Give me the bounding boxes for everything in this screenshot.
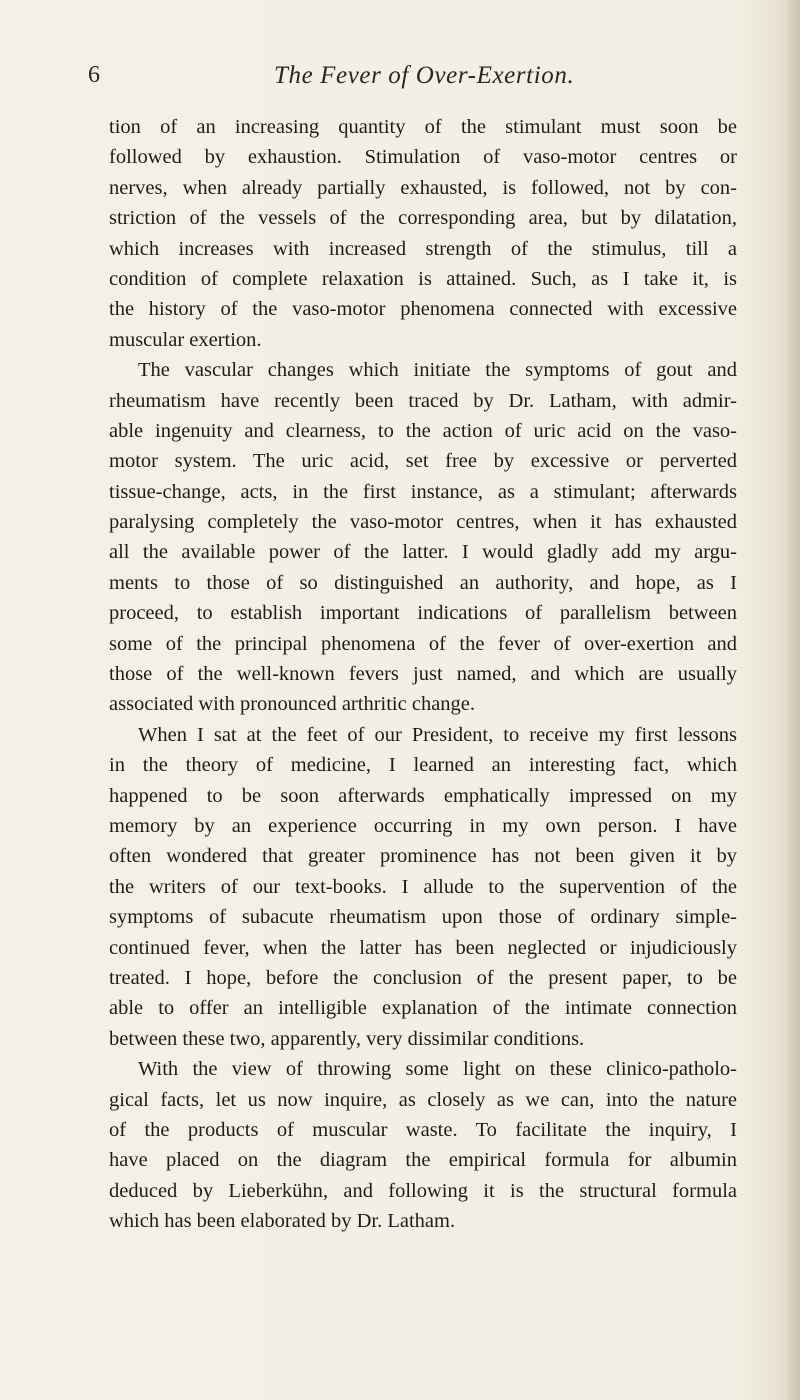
text-line: those of the well-known fevers just named, and which are usually [109, 663, 737, 686]
body-text [109, 112, 737, 1236]
text-line: motor system. The uric acid, set free by excessive or perverted [109, 450, 737, 473]
text-line: happened to be soon afterwards emphatically impressed on my [109, 784, 737, 807]
text-line: gical facts, let us now inquire, as closely as we can, into the nature [109, 1088, 737, 1111]
text-line: treated. I hope, before the conclusion of the present paper, to be [109, 966, 737, 989]
text-line: condition of complete relaxation is attained. Such, as I take it, is [109, 267, 737, 290]
page-edge-shadow [786, 0, 800, 1400]
text-line: which has been elaborated by Dr. Latham. [109, 1210, 456, 1233]
text-line: symptoms of subacute rheumatism upon those of ordinary simple- [109, 906, 737, 929]
text-line: When I sat at the feet of our President, to receive my first lessons [138, 723, 737, 746]
text-line: deduced by Lieberkühn, and following it is the structural formula [109, 1179, 737, 1202]
text-line: nerves, when already partially exhausted, is followed, not by con- [109, 176, 737, 199]
text-line: the writers of our text-books. I allude to the supervention of the [109, 875, 737, 898]
page-number: 6 [88, 62, 100, 88]
text-line: in the theory of medicine, I learned an interesting fact, which [109, 754, 737, 777]
running-head [88, 62, 708, 96]
text-line: which increases with increased strength of the stimulus, till a [109, 237, 737, 260]
text-line: rheumatism have recently been traced by Dr. Latham, with admir- [109, 389, 737, 412]
text-line: With the view of throwing some light on these clinico-patholo- [138, 1058, 737, 1081]
text-line: followed by exhaustion. Stimulation of vaso-motor centres or [109, 146, 737, 169]
text-line: paralysing completely the vaso-motor centres, when it has exhausted [109, 511, 737, 534]
text-line: proceed, to establish important indications of parallelism between [109, 602, 737, 625]
text-line: able to offer an intelligible explanation of the intimate connection [109, 997, 737, 1020]
text-line: of the products of muscular waste. To facilitate the inquiry, I [109, 1118, 737, 1141]
text-line: all the available power of the latter. I would gladly add my argu- [109, 541, 737, 564]
text-line: often wondered that greater prominence has not been given it by [109, 845, 737, 868]
text-line: the history of the vaso-motor phenomena connected with excessive [109, 298, 737, 321]
text-line: tissue-change, acts, in the first instance, as a stimulant; afterwards [109, 480, 737, 503]
text-line: have placed on the diagram the empirical formula for albumin [109, 1149, 737, 1172]
text-line: continued fever, when the latter has been neglected or injudiciously [109, 936, 737, 959]
text-line: muscular exertion. [109, 328, 262, 351]
text-line: between these two, apparently, very dissimilar conditions. [109, 1027, 585, 1050]
text-line: able ingenuity and clearness, to the action of uric acid on the vaso- [109, 419, 737, 442]
text-line: memory by an experience occurring in my own person. I have [109, 814, 737, 837]
running-title: The Fever of Over-Exertion. [274, 62, 575, 89]
text-line: tion of an increasing quantity of the stimulant must soon be [109, 116, 737, 138]
text-line: ments to those of so distinguished an authority, and hope, as I [109, 571, 737, 594]
text-line: some of the principal phenomena of the fever of over-exertion and [109, 632, 737, 655]
text-line: striction of the vessels of the corresponding area, but by dilatation, [109, 207, 737, 230]
text-line: The vascular changes which initiate the symptoms of gout and [138, 359, 737, 382]
text-line: associated with pronounced arthritic change. [109, 693, 476, 716]
